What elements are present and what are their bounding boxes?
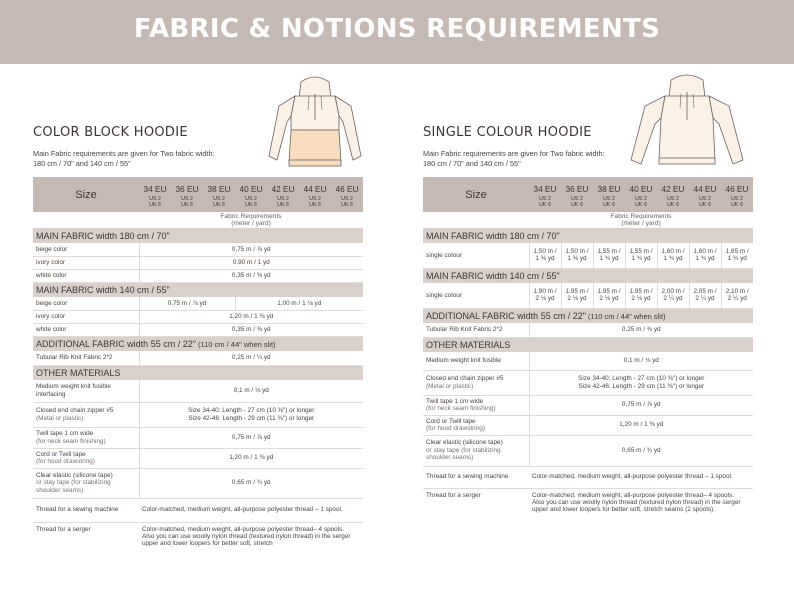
row-label: single colour — [423, 283, 529, 308]
row-label: white color — [33, 323, 139, 336]
title-banner — [0, 0, 794, 64]
row-label: Cord or Twill tape (for hood drawstring) — [423, 415, 529, 435]
size-eu: 44 EU — [689, 177, 721, 194]
size-us-uk: US 2 UK 6 — [561, 194, 593, 212]
row-value: 1,20 m / 1 ⅜ yd — [529, 415, 753, 435]
row-value: Color-matched, medium weight, all-purpose polyester thread – 1 spool. — [139, 498, 363, 522]
row-label: ivory color — [33, 310, 139, 323]
size-eu: 40 EU — [625, 177, 657, 194]
row-label: Clear elastic (silicone tape) or stay tape (for stabilizing shoulder seams) — [33, 468, 139, 498]
size-us-uk: US 2 UK 6 — [299, 194, 331, 212]
size-eu: 36 EU — [171, 177, 203, 194]
size-us-uk: US 2 UK 6 — [235, 194, 267, 212]
row-value: 0,75 m / ⅞ yd — [139, 243, 363, 256]
size-us-uk: US 2 UK 6 — [529, 194, 561, 212]
section-heading: MAIN FABRIC width 180 cm / 70" — [423, 228, 753, 243]
row-label: Thread for a sewing machine — [33, 498, 139, 522]
page-title: FABRIC & NOTIONS REQUIREMENTS — [133, 14, 661, 44]
size-us-uk: US 2 UK 6 — [203, 194, 235, 212]
row-value: 0,90 m / 1 yd — [139, 256, 363, 269]
row-label: Thread for a serger — [36, 525, 91, 533]
row-label: Cord or Twill tape (for hood drawstring) — [33, 448, 139, 468]
width-note: Main Fabric requirements are given for Two fabric width: 180 cm / 70" and 140 cm / 55" — [33, 149, 215, 168]
size-eu: 38 EU — [203, 177, 235, 194]
row-label: beige color — [33, 297, 139, 310]
fabric-requirements-caption: Fabric Requirements (meter / yard) — [610, 213, 672, 227]
row-label: Closed end chain zipper #5 (Metal or plastic) — [423, 370, 529, 395]
requirements-table — [33, 177, 363, 566]
size-us-uk: US 2 UK 6 — [721, 194, 753, 212]
row-value: 1,20 m / 1 ⅜ yd — [139, 310, 363, 323]
row-value: 0,25 m / ¼ yd — [139, 351, 363, 365]
size-eu: 38 EU — [593, 177, 625, 194]
row-value: 1,20 m / 1 ⅜ yd — [139, 448, 363, 468]
row-label: Clear elastic (silicone tape) or stay tape (for stabilizing shoulder seams) — [423, 435, 529, 466]
size-value: 1,55 m / 1 ¾ yd — [625, 243, 657, 268]
row-value: 0,25 m / ⅜ yd — [529, 323, 753, 337]
row-value: 0,75 m / ⅞ yd — [529, 395, 753, 415]
size-value: 2,10 m / 2 ¼ yd — [721, 283, 753, 308]
size-value: 1,95 m / 2 ⅛ yd — [561, 283, 593, 308]
row-label: single colour — [423, 243, 529, 268]
row-value: Size 34-40: Length - 27 cm (10 ⅝") or longer Size 42-46: Length - 29 cm (11 ⅜") or longer — [139, 402, 363, 427]
size-header: Size — [423, 177, 529, 212]
size-us-uk: US 2 UK 6 — [171, 194, 203, 212]
row-label: white color — [33, 269, 139, 282]
size-value: 1,55 m / 1 ¾ yd — [593, 243, 625, 268]
row-label: beige color — [33, 243, 139, 256]
fabric-requirements-caption: Fabric Requirements (meter / yard) — [220, 213, 282, 227]
row-label: Thread for a sewing machine — [423, 466, 529, 488]
row-value: 0,65 m / ¾ yd — [529, 435, 753, 466]
size-eu: 42 EU — [267, 177, 299, 194]
section-heading: OTHER MATERIALS — [33, 365, 363, 380]
row-value: Size 34-40: Length - 27 cm (10 ⅝") or longer Size 42-46: Length - 29 cm (11 ⅜") or longer — [529, 370, 753, 395]
section-heading: MAIN FABRIC width 180 cm / 70" — [33, 228, 363, 243]
row-label: Twill tape 1 cm wide (for neck seam finishing) — [33, 427, 139, 448]
row-value: Color-matched, medium weight, all-purpose polyester thread– 4 spools. Also you can use woolly nylon thread (textured nylon thread) in the serger upper and lower loopers for better soft, stretch seams (2 spools). — [532, 491, 741, 514]
size-us-uk: US 2 UK 6 — [139, 194, 171, 212]
size-value: 1,60 m / 1 ¾ yd — [689, 243, 721, 268]
size-value: 2,00 m / 2 ¼ yd — [657, 283, 689, 308]
single-colour-hoodie-sketch — [623, 72, 751, 172]
size-eu: 34 EU — [529, 177, 561, 194]
row-label: Twill tape 1 cm wide (for neck seam finishing) — [423, 395, 529, 415]
size-value: 1,50 m / 1 ⅝ yd — [561, 243, 593, 268]
size-value: 1,95 m / 2 ⅛ yd — [593, 283, 625, 308]
requirements-table — [423, 177, 753, 532]
size-value: 1,90 m / 2 ⅛ yd — [529, 283, 561, 308]
row-value: 0,1 m / ⅛ yd — [139, 380, 363, 402]
row-label: Medium weight knit fusible — [423, 352, 529, 370]
size-eu: 36 EU — [561, 177, 593, 194]
size-value: 1,50 m / 1 ⅝ yd — [529, 243, 561, 268]
size-eu: 42 EU — [657, 177, 689, 194]
section-heading: OTHER MATERIALS — [423, 337, 753, 352]
row-label: Tubular Rib Knit Fabric 2*2 — [423, 323, 529, 337]
row-value: 0,35 m / ⅜ yd — [139, 323, 363, 336]
section-heading: ADDITIONAL FABRIC width 55 cm / 22" (110 cm / 44" when slit) — [33, 336, 363, 351]
size-us-uk: US 2 UK 6 — [689, 194, 721, 212]
section-heading: MAIN FABRIC width 140 cm / 55" — [423, 268, 753, 283]
size-us-uk: US 2 UK 6 — [331, 194, 363, 212]
row-label: Medium weight knit fusible interfacing — [33, 380, 139, 402]
row-value: 0,35 m / ⅜ yd — [139, 269, 363, 282]
section-title: COLOR BLOCK HOODIE — [33, 125, 188, 140]
size-us-uk: US 2 UK 6 — [267, 194, 299, 212]
row-value: 0,1 m / ⅛ yd — [529, 352, 753, 370]
row-value: 0,75 m / ⅞ yd — [139, 427, 363, 448]
row-label: Tubular Rib Knit Fabric 2*2 — [33, 351, 139, 365]
row-label: ivory color — [33, 256, 139, 269]
size-us-uk: US 2 UK 6 — [657, 194, 689, 212]
size-value: 1,60 m / 1 ¾ yd — [657, 243, 689, 268]
row-value: 1,00 m / 1 ⅛ yd — [235, 297, 363, 310]
size-eu: 46 EU — [331, 177, 363, 194]
size-header: Size — [33, 177, 139, 212]
size-us-uk: US 2 UK 6 — [625, 194, 657, 212]
size-value: 1,65 m / 1 ¾ yd — [721, 243, 753, 268]
size-eu: 44 EU — [299, 177, 331, 194]
section-title: SINGLE COLOUR HOODIE — [423, 125, 592, 140]
row-label: Thread for a serger — [426, 491, 481, 499]
size-us-uk: US 2 UK 6 — [593, 194, 625, 212]
size-eu: 34 EU — [139, 177, 171, 194]
size-value: 1,95 m / 2 ⅛ yd — [625, 283, 657, 308]
row-value: Color-matched, medium weight, all-purpose polyester thread– 4 spools. Also you can use woolly nylon thread (textured nylon thread) in the serger upper and lower loopers for better soft, stretch — [142, 525, 351, 548]
section-heading: ADDITIONAL FABRIC width 55 cm / 22" (110 cm / 44" when slit) — [423, 308, 753, 323]
row-label: Closed end chain zipper #5 (Metal or plastic) — [33, 402, 139, 427]
row-value: 0,75 m / ⅞ yd — [139, 297, 235, 310]
row-value: 0,65 m / ¾ yd — [139, 468, 363, 498]
section-heading: MAIN FABRIC width 140 cm / 55" — [33, 282, 363, 297]
width-note: Main Fabric requirements are given for Two fabric width: 180 cm / 70" and 140 cm / 55" — [423, 149, 605, 168]
size-eu: 40 EU — [235, 177, 267, 194]
size-eu: 46 EU — [721, 177, 753, 194]
row-value: Color-matched, medium weight, all-purpose polyester thread – 1 spool. — [529, 466, 753, 488]
size-value: 2,05 m / 2 ¼ yd — [689, 283, 721, 308]
color-block-hoodie-sketch — [265, 72, 365, 172]
